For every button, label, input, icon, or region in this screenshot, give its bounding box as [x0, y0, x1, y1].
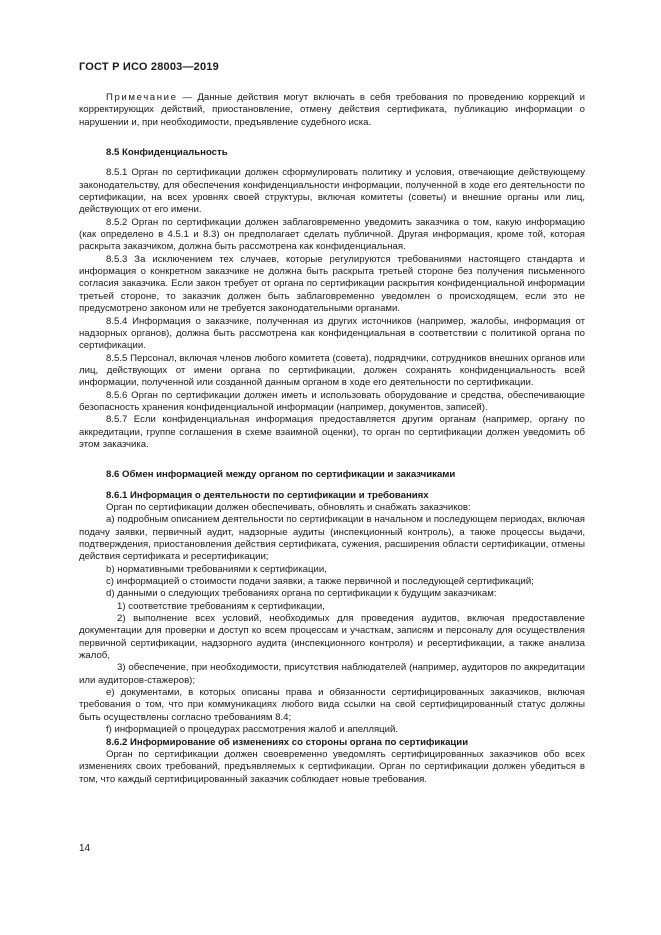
list-item-e: e) документами, в которых описаны права и обязанности сертифицированных заказчиков, включая требования о том, что при коммуникациях любого вида ссылки на свой сертифицированный статус должны быть осуществлены согласно требованиям 8.4;	[79, 687, 585, 723]
section-8-5-heading: 8.5 Конфиденциальность	[106, 147, 228, 159]
running-header: ГОСТ Р ИСО 28003—2019	[79, 61, 219, 73]
list-item-f: f) информацией о процедурах рассмотрения жалоб и апелляций.	[106, 724, 399, 736]
paragraph-8-6-2: Орган по сертификации должен своевременно уведомлять сертифицированных заказчиков обо всех изменениях своих требований, предъявляемых к сертификации. Орган по сертификации должен убедиться в том, что каждый сертифицированный заказчик соблюдает новые требования.	[79, 748, 585, 785]
paragraph-8-6-1-intro: Орган по сертификации должен обеспечивать, обновлять и снабжать заказчиков:	[106, 501, 471, 513]
page-body	[79, 92, 585, 786]
list-item-a: a) подробным описанием деятельности по сертификации в начальном и последующем периодах, включая подачу заявки, первичный аудит, надзорные аудиты (инспекционный контроль), а также процессы выдачи, подтверждения, приостановления действия сертификата, сужения, расширения области сертификации, отмены действия сертификата и ресертификации;	[79, 514, 585, 563]
section-8-6-heading: 8.6 Обмен информацией между органом по сертификации и заказчиками	[106, 469, 456, 481]
page-number: 14	[79, 843, 91, 854]
list-item-d-1: 1) соответствие требованиям к сертификации,	[117, 600, 325, 612]
list-item-d-2: 2) выполнение всех условий, необходимых для проведения аудитов, включая предоставление документации для проверки и доступ ко всем процессам и участкам, записям и персоналу для осуществления первичной сертификации, надзорного аудита (инспекционного контроля) и ресертификации, а также анализа жалоб,	[79, 613, 585, 662]
paragraph-8-5-6: 8.5.6 Орган по сертификации должен иметь и использовать оборудование и средства, обеспечивающие безопасность хранения конфиденциальной информации (например, документов, записей).	[79, 389, 585, 413]
list-item-b: b) нормативными требованиями к сертификации,	[106, 563, 327, 575]
paragraph-8-5-7: 8.5.7 Если конфиденциальная информация предоставляется другим органам (например, органу по аккредитации, группе соглашения в схеме взаимной оценки), то орган по сертификации должен уведомить об этом заказчика.	[79, 414, 585, 450]
paragraph-8-5-3: 8.5.3 За исключением тех случаев, которые регулируются требованиями настоящего стандарта и информация о конкретном заказчике не должна быть раскрыта третьей стороне без получения письменного согласия заказчика. Если закон требует от органа по сертификации раскрытия конфиденциальной информации третьей стороне, то заказчик должен быть заблаговременно уведомлен о происходящем, если это не предусмотрено законом или не требуется законодательными органами.	[79, 253, 585, 315]
note-text: — Данные действия могут включать в себя требования по проведению коррекций и корректирующих действий, приостановление, отмену действия сертификата, публикацию информации о нарушении и, при необходимости, предъявление судебного иска.	[79, 92, 585, 128]
subsection-8-6-2-heading: 8.6.2 Информирование об изменениях со стороны органа по сертификации	[106, 736, 469, 748]
paragraph-8-5-1: 8.5.1 Орган по сертификации должен сформулировать политику и условия, отвечающие действующему законодательству, для обеспечения конфиденциальности информации, полученной в ходе его деятельности по сертификации, на всех уровнях своей структуры, включая комитеты (советы) и внешние органы или лиц, действующих от его имени.	[79, 167, 585, 216]
list-item-d: d) данными о следующих требованиях органа по сертификации к будущим заказчикам:	[106, 588, 497, 600]
note-label: Примечание	[106, 92, 178, 103]
list-item-d-3: 3) обеспечение, при необходимости, присутствия наблюдателей (например, аудиторов по аккредитации или аудиторов-стажеров);	[79, 662, 585, 686]
paragraph-8-5-2: 8.5.2 Орган по сертификации должен заблаговременно уведомить заказчика о том, какую информацию (как определено в 4.5.1 и 8.3) он предполагает сделать публичной. Другая информация, кроме той, которая раскрыта заказчиком, должна быть рассмотрена как конфиденциальная.	[79, 216, 585, 253]
subsection-8-6-1-heading: 8.6.1 Информация о деятельности по сертификации и требованиях	[106, 489, 429, 501]
note-paragraph	[79, 92, 585, 129]
list-item-c: c) информацией о стоимости подачи заявки, а также первичной и последующей сертификаций;	[106, 576, 534, 588]
paragraph-8-5-4: 8.5.4 Информация о заказчике, полученная из других источников (например, жалобы, информация от надзорных органов), должна быть рассмотрена как конфиденциальная в соответствии с политикой органа по сертификации.	[79, 315, 585, 352]
paragraph-8-5-5: 8.5.5 Персонал, включая членов любого комитета (совета), подрядчики, сотрудников внешних органов или лиц, действующих от имени органа по сертификации, должен сохранять конфиденциальность всей информации, полученной или созданной данным органом в ходе его деятельности по сертификации.	[79, 352, 585, 389]
